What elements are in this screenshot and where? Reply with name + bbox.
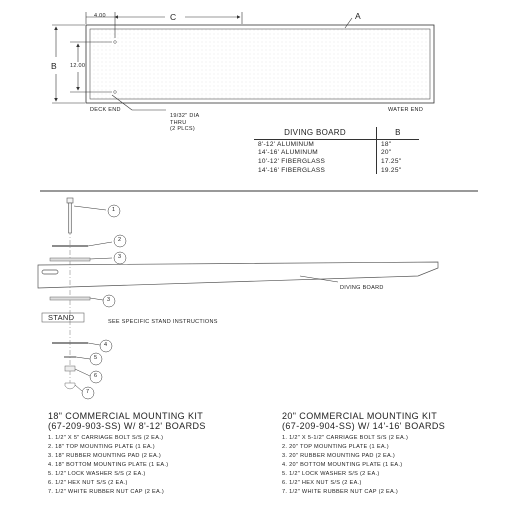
- list-item: 6. 1/2" HEX NUT S/S (2 EA.): [282, 480, 362, 486]
- diving-board-table: [254, 127, 419, 174]
- table-header-b: B: [377, 127, 420, 140]
- stand-note: SEE SPECIFIC STAND INSTRUCTIONS: [108, 319, 218, 325]
- diving-board-label: DIVING BOARD: [340, 285, 384, 291]
- rubber-nut-cap: [65, 383, 75, 389]
- table-row: [254, 149, 419, 158]
- kit-18-parts-list: [48, 434, 263, 497]
- kit-20-title: 20" COMMERCIAL MOUNTING KIT: [282, 411, 438, 421]
- list-item: 2. 18" TOP MOUNTING PLATE (1 EA.): [48, 444, 155, 450]
- kit-20-section: [282, 411, 507, 497]
- board-b-value: 17.25": [377, 157, 420, 166]
- list-item: 1. 1/2" X 5-1/2" CARRIAGE BOLT S/S (2 EA.): [282, 435, 409, 441]
- table-header-row: [254, 127, 419, 140]
- callout-3-top: 3: [118, 254, 122, 260]
- board-b-value: 19.25": [377, 166, 420, 175]
- kit-18-section: [48, 411, 263, 497]
- hex-nut: [65, 366, 75, 371]
- callout-6: 6: [94, 373, 98, 379]
- callout-5: 5: [94, 355, 98, 361]
- kit-20-subtitle: (67-209-904-SS) W/ 14'-16' BOARDS: [282, 421, 446, 431]
- board-type: 14'-16' ALUMINUM: [258, 149, 319, 157]
- stand-label: STAND: [48, 313, 75, 322]
- callout-3-bottom: 3: [107, 297, 111, 303]
- table-row: [254, 166, 419, 175]
- board-type: 8'-12' ALUMINUM: [258, 140, 315, 148]
- carriage-bolt: [67, 198, 73, 233]
- board-type: 14'-16' FIBERGLASS: [258, 166, 326, 174]
- table-header-board: DIVING BOARD: [254, 127, 377, 140]
- list-item: 2. 20" TOP MOUNTING PLATE (1 EA.): [282, 444, 389, 450]
- callout-4: 4: [104, 342, 108, 348]
- list-item: 3. 20" RUBBER MOUNTING PAD (2 EA.): [282, 453, 396, 459]
- board-b-value: 20": [377, 149, 420, 158]
- top-rubber-pad: [50, 258, 90, 261]
- list-item: 5. 1/2" LOCK WASHER S/S (2 EA.): [48, 471, 146, 477]
- board-b-value: 18": [377, 140, 420, 149]
- deck-end-label: DECK END: [90, 107, 121, 113]
- table-row: [254, 140, 419, 149]
- dim-label-a: A: [355, 11, 362, 21]
- list-item: 4. 20" BOTTOM MOUNTING PLATE (1 EA.): [282, 462, 403, 468]
- callout-7: 7: [86, 389, 90, 395]
- callout-2: 2: [118, 237, 122, 243]
- dim-label-b: B: [51, 61, 58, 71]
- board-type: 10'-12' FIBERGLASS: [258, 157, 326, 165]
- list-item: 3. 18" RUBBER MOUNTING PAD (2 EA.): [48, 453, 162, 459]
- kit-20-parts-list: [282, 434, 507, 497]
- list-item: 4. 18" BOTTOM MOUNTING PLATE (1 EA.): [48, 462, 169, 468]
- top-view-plate: [86, 25, 434, 103]
- callout-1: 1: [112, 207, 116, 213]
- hole-note: 19/32" DIA THRU (2 PLCS): [170, 113, 200, 132]
- table-row: [254, 157, 419, 166]
- dim-label-c: C: [170, 12, 177, 22]
- kit-18-title: 18" COMMERCIAL MOUNTING KIT: [48, 411, 204, 421]
- list-item: 7. 1/2" WHITE RUBBER NUT CAP (2 EA.): [48, 489, 165, 495]
- list-item: 6. 1/2" HEX NUT S/S (2 EA.): [48, 480, 128, 486]
- water-end-label: WATER END: [388, 107, 424, 113]
- list-item: 7. 1/2" WHITE RUBBER NUT CAP (2 EA.): [282, 489, 399, 495]
- bottom-rubber-pad: [50, 297, 90, 300]
- dim-12-00: 12.00: [70, 63, 86, 69]
- kit-18-subtitle: (67-209-903-SS) W/ 8'-12' BOARDS: [48, 421, 206, 431]
- list-item: 1. 1/2" X 5" CARRIAGE BOLT S/S (2 EA.): [48, 435, 164, 441]
- dim-4-00: 4.00: [94, 13, 106, 19]
- list-item: 5. 1/2" LOCK WASHER S/S (2 EA.): [282, 471, 380, 477]
